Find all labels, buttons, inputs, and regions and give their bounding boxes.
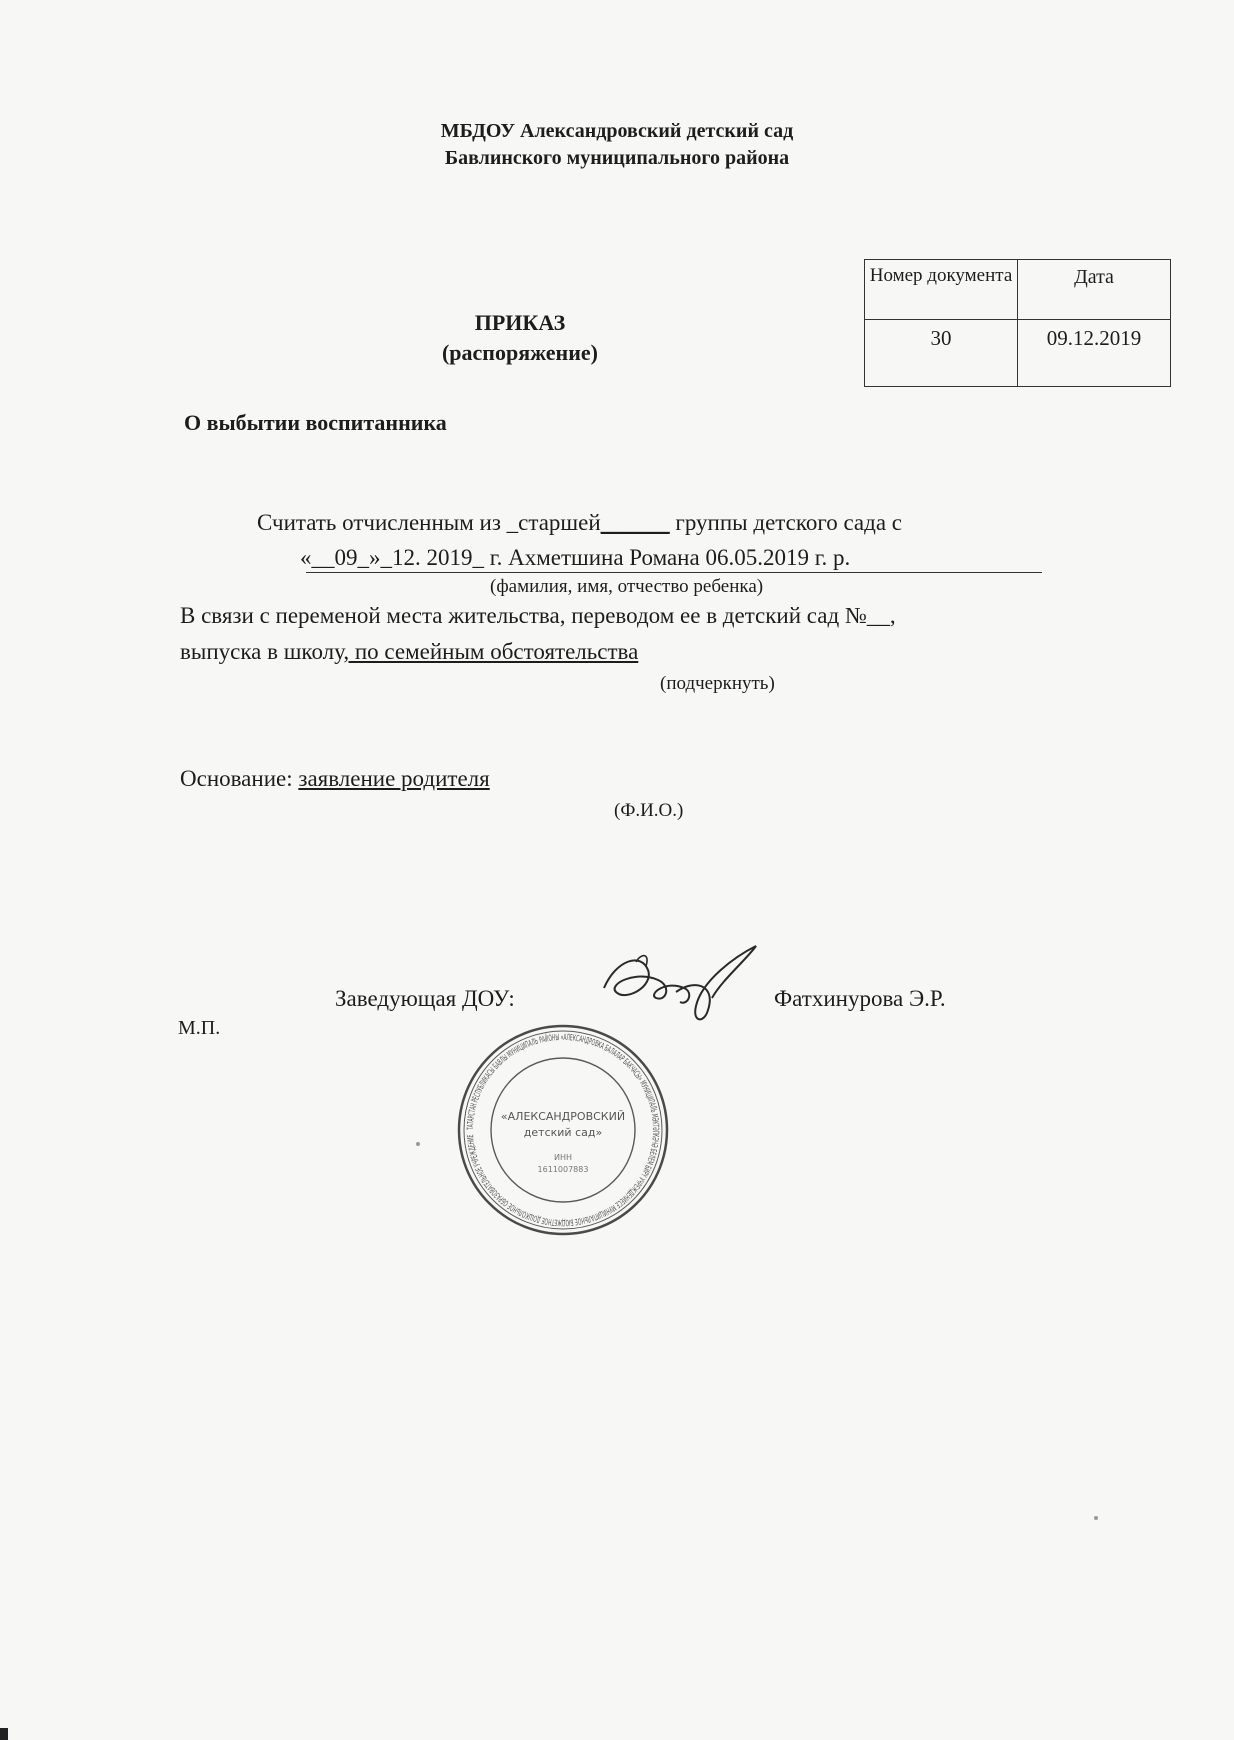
basis-label: Основание: bbox=[180, 766, 299, 791]
order-title: ПРИКАЗ bbox=[474, 310, 566, 335]
signer-name: Фатхинурова Э.Р. bbox=[774, 986, 946, 1011]
stamp-ring-text: ТАТАРСТАН РЕСПУБЛИКАСЫ БАВЛЫ МУНИЦИПАЛЬ РАЙОНЫ «АЛЕКСАНДРОВКА БАЛАЛАР БАКЧАСЫ» МУНИЦИПАЛЬ МӘКТӘПКӘЧӘ БЕЛЕМ БИРҮ УЧРЕЖДЕНИЕСЕ МУНИЦИПАЛЬНОЕ БЮДЖЕТНОЕ ДОШКОЛЬНОЕ ОБРАЗОВАТЕЛЬНОЕ УЧРЕЖДЕНИЕ bbox=[465, 1032, 661, 1228]
expulsion-date-child-line bbox=[300, 545, 850, 571]
doc-date-value: 09.12.2019 bbox=[1018, 320, 1171, 387]
scan-speck bbox=[1094, 1516, 1098, 1520]
signer-position: Заведующая ДОУ: bbox=[335, 986, 515, 1011]
organization-stamp bbox=[455, 1022, 671, 1238]
org-name-line1: МБДОУ Александровский детский сад bbox=[440, 120, 794, 142]
org-name-line2: Бавлинского муниципального района bbox=[444, 147, 790, 169]
body-line-1-end: группы детского сада с bbox=[669, 510, 903, 535]
child-underline bbox=[306, 572, 1042, 573]
stamp-center-line2: детский сад» bbox=[523, 1126, 603, 1139]
scan-speck bbox=[416, 1142, 420, 1146]
stamp-inn-label: ИНН bbox=[553, 1153, 573, 1162]
order-subtitle: (распоряжение) bbox=[441, 340, 598, 365]
doc-number-value: 30 bbox=[865, 320, 1018, 387]
body-line-1 bbox=[257, 510, 902, 536]
reason-line-2 bbox=[180, 639, 638, 665]
reason-residence: В связи с переменой места жительства bbox=[180, 603, 560, 628]
doc-date-header: Дата bbox=[1018, 260, 1171, 320]
document-number-date-table bbox=[864, 259, 1171, 387]
scan-edge-mark bbox=[0, 1728, 8, 1740]
organization-header bbox=[0, 118, 1234, 172]
reason-line-1 bbox=[180, 603, 896, 629]
hint-underline: (подчеркнуть) bbox=[660, 673, 775, 694]
expulsion-date-child: «__09_»_12. 2019_ г. Ахметшина Романа 06.05.2019 г. р. bbox=[300, 545, 851, 570]
stamp-inn: 1611007883 bbox=[537, 1165, 589, 1174]
reason-transfer: , переводом ее в детский сад №__, bbox=[559, 603, 896, 628]
basis-line bbox=[180, 766, 490, 792]
seal-place-label: М.П. bbox=[178, 1017, 221, 1039]
body-line-1-start: Считать отчисленным из _старшей bbox=[257, 510, 601, 535]
reason-school: выпуска в школу bbox=[180, 639, 344, 664]
basis-value: заявление родителя bbox=[298, 766, 490, 791]
group-blank: ______ bbox=[600, 510, 670, 535]
doc-number-header: Номер документа bbox=[865, 260, 1018, 320]
hint-fio: (Ф.И.О.) bbox=[614, 800, 684, 821]
reason-family: , по семейным обстоятельства bbox=[343, 639, 639, 664]
stamp-center-line1: «АЛЕКСАНДРОВСКИЙ bbox=[500, 1110, 626, 1123]
order-subject: О выбытии воспитанника bbox=[184, 410, 447, 435]
order-title-block bbox=[380, 308, 660, 368]
hint-child-name: (фамилия, имя, отчество ребенка) bbox=[490, 576, 764, 597]
handwritten-signature bbox=[596, 940, 766, 1030]
